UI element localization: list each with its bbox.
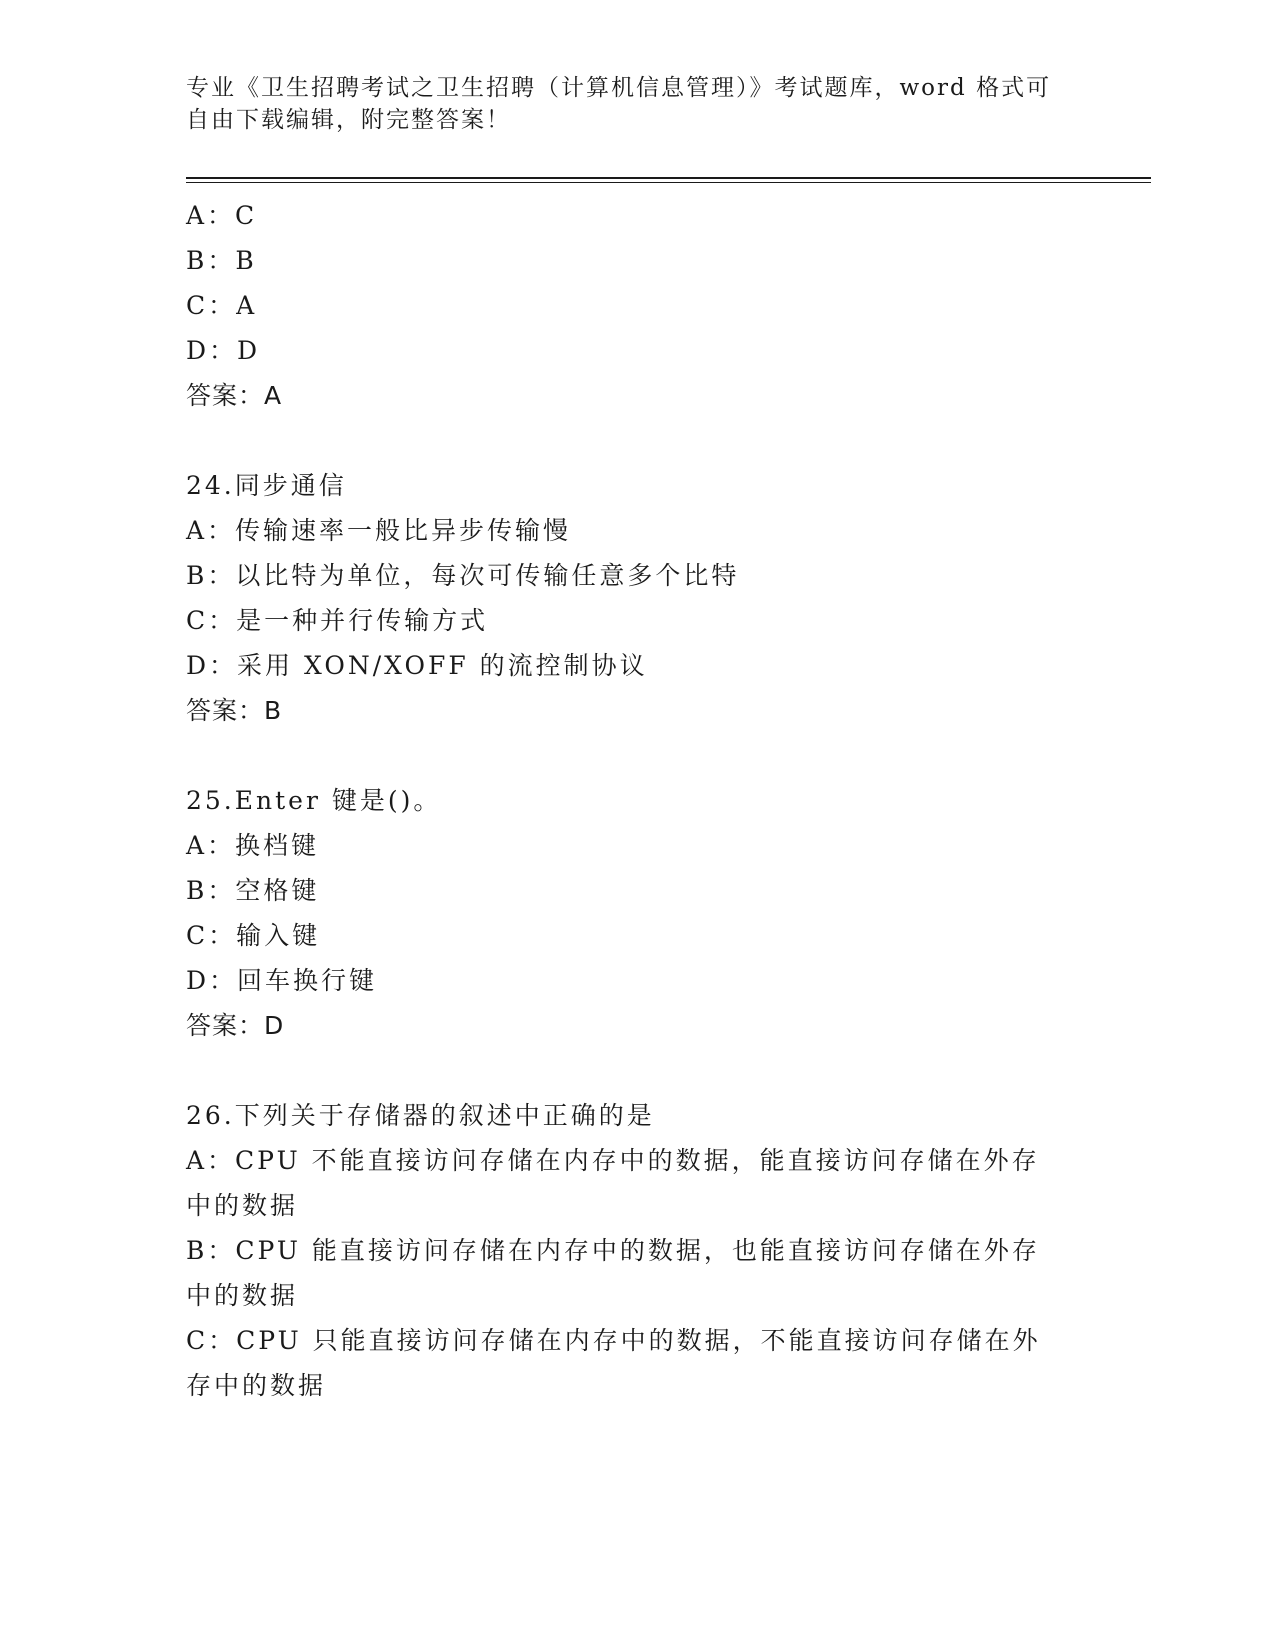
option-a: A：换档键 xyxy=(186,831,320,860)
option-c: C：A xyxy=(186,291,258,320)
option-b: B：空格键 xyxy=(186,876,320,905)
answer-line: 答案：B xyxy=(186,696,283,725)
spacer xyxy=(186,733,1066,778)
option-d: D：回车换行键 xyxy=(186,966,378,995)
question-26 xyxy=(186,1093,1066,1408)
answer-line: 答案：D xyxy=(186,1011,285,1040)
question-list xyxy=(186,193,1066,1408)
answer-line: 答案：A xyxy=(186,381,283,410)
header-divider-thin xyxy=(186,182,1151,183)
option-b: B：CPU 能直接访问存储在内存中的数据，也能直接访问存储在外存中的数据 xyxy=(186,1236,1040,1310)
option-d: D：采用 XON/XOFF 的流控制协议 xyxy=(186,651,648,680)
header-divider-thick xyxy=(186,177,1151,179)
option-c: C：CPU 只能直接访问存储在内存中的数据，不能直接访问存储在外存中的数据 xyxy=(186,1326,1041,1400)
option-a: A：C xyxy=(186,201,258,230)
question-25 xyxy=(186,778,1066,1048)
option-a: A：CPU 不能直接访问存储在内存中的数据，能直接访问存储在外存中的数据 xyxy=(186,1146,1040,1220)
question-stem: 24.同步通信 xyxy=(186,471,347,500)
question-23-tail xyxy=(186,193,1066,418)
document-header: 专业《卫生招聘考试之卫生招聘（计算机信息管理）》考试题库，word 格式可自由下载编辑，附完整答案！ xyxy=(186,75,1052,133)
option-b: B：B xyxy=(186,246,257,275)
option-b: B：以比特为单位，每次可传输任意多个比特 xyxy=(186,561,740,590)
option-c: C：是一种并行传输方式 xyxy=(186,606,489,635)
spacer xyxy=(186,418,1066,463)
option-d: D：D xyxy=(186,336,261,365)
option-a: A：传输速率一般比异步传输慢 xyxy=(186,516,572,545)
question-stem: 26.下列关于存储器的叙述中正确的是 xyxy=(186,1101,655,1130)
question-stem: 25.Enter 键是()。 xyxy=(186,786,442,815)
spacer xyxy=(186,1048,1066,1093)
question-24 xyxy=(186,463,1066,733)
option-c: C：输入键 xyxy=(186,921,321,950)
